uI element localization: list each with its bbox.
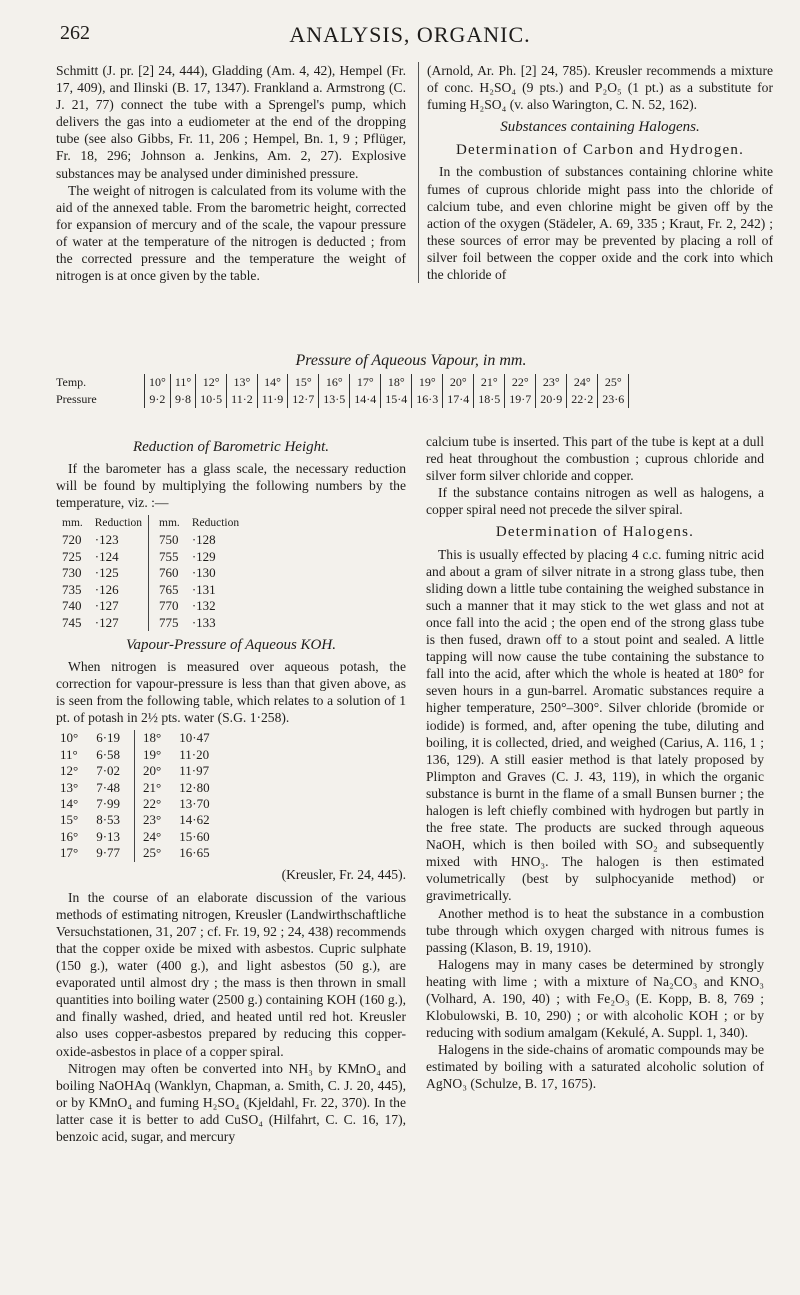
paragraph: The weight of nitrogen is calculated from its volume with the aid of the annexed table. From the barometric height, corrected for expansion of mercury and of the scale, the vapour pressure of water at the temperature of the nitrogen is deducted ; from the corrected pressure and the temperature the weight of nitrogen is at once given by the table. (56, 182, 406, 284)
pressure-cell: 22·2 (567, 391, 598, 408)
table-cell: ·132 (191, 598, 216, 614)
page-header (60, 22, 760, 56)
paragraph: calcium tube is inserted. This part of the tube is kept at a dull red heat throughout the combustion ; cuprous chloride and silver form silver chloride and copper. (426, 434, 764, 484)
table-cell: ·130 (191, 565, 216, 581)
reduction-table (56, 515, 245, 631)
table-cell: ·125 (94, 565, 119, 581)
paragraph: Nitrogen may often be converted into NH₃ by KMnO₄ and boiling NaOHAq (Wanklyn, Chapman, a. Smith, C. J. 20, 445), or by KMnO₄ and fuming H₂SO₄ (Kjeldahl, Fr. 22, 370). In the latter case it is better to add CuSO₄ (Hilfahrt, C. C. 16, 17), benzoic acid, sugar, and mercury (56, 1060, 406, 1145)
pressure-cell: 19·7 (505, 391, 536, 408)
table-row (56, 598, 245, 614)
table-cell: ·133 (191, 614, 216, 630)
table-cell: 755 (159, 548, 179, 564)
column-header: mm. (159, 517, 180, 530)
paragraph: This is usually effected by placing 4 c.c. fuming nitric acid and about a gram of silver nitrate in a strong glass tube, then sliding down a little tube containing the weighed substance in such a manner that it may stick to the wet glass and not at once fall into the acid ; the open end of the strong glass tube is then fused, drawn off to a stout point and sealed. A little tapping will now cause the tube containing the substance to fall into the acid, after which the whole is heated at 180° for seven hours in a gun-barrel. Aromatic substances require a higher temperature, 250°–300°. Silver chloride (bromide or iodide) is formed, and, after opening the tube, diluting and boiling, it is collected, dried, and weighed (Carius, A. 116, 1 ; 136, 129). A still easier method is that lately proposed by Plimpton and Graves (C. J. 43, 119), in which the organic substance is burnt in the flame of a small Bunsen burner ; the halogen is left chiefly combined with hydrogen but partly in the free state. The products are sucked through aqueous NaOH, which is then boiled with SO₂ and subsequently mixed with HNO₃. The halogen is then estimated volumetrically (best by sulphocyanide method) or gravimetrically. (426, 546, 764, 904)
table-cell: ·127 (94, 598, 119, 614)
table-row (56, 812, 224, 828)
pressure-cell: 10·5 (196, 391, 227, 408)
left-column-bottom (56, 433, 406, 1145)
table-cell: 14·62 (179, 812, 210, 828)
table-cell: ·128 (191, 532, 216, 548)
pressure-cell: 9·2 (145, 391, 171, 408)
table-cell: 18° (143, 730, 162, 746)
table-cell: 15·60 (179, 828, 210, 844)
pressure-cell: 17·4 (443, 391, 474, 408)
temp-cell: 19° (412, 374, 443, 391)
page-number: 262 (60, 22, 90, 44)
table-cell: 19° (143, 746, 162, 762)
table-cell: 10·47 (179, 730, 210, 746)
table-cell: 760 (159, 565, 179, 581)
table-cell: 12° (60, 763, 79, 779)
table-cell: 15° (60, 812, 79, 828)
table-cell: 720 (62, 532, 82, 548)
pressure-cell: 16·3 (412, 391, 443, 408)
temp-cell: 21° (474, 374, 505, 391)
subsection-heading: Determination of Carbon and Hydrogen. (455, 142, 745, 159)
table-cell: 770 (159, 598, 179, 614)
pressure-cell: 18·5 (474, 391, 505, 408)
paragraph: In the combustion of substances containing chlorine white fumes of cuprous chloride might pass into the chloride of calcium tube, and even chlorine might be given off by the action of the oxygen (Städeler, A. 69, 335 ; Kraut, Fr. 2, 242) ; these sources of error may be prevented by placing a roll of silver foil between the copper oxide and the cork into which the chloride of (427, 164, 773, 283)
temp-cell: 11° (170, 374, 195, 391)
table-cell: 11·20 (179, 746, 210, 762)
subsection-heading: Determination of Halogens. (495, 524, 695, 541)
citation: (Kreusler, Fr. 24, 445). (281, 866, 406, 882)
temp-cell: 13° (227, 374, 258, 391)
temp-cell: 17° (350, 374, 381, 391)
table-cell: 25° (143, 845, 162, 861)
pressure-cell: 12·7 (288, 391, 319, 408)
paragraph: When nitrogen is measured over aqueous potash, the correction for vapour-pressure is less than that given above, as is seen from the following table, which relates to a solution of 1 pt. of potash in 2½ pts. water (S.G. 1·258). (56, 659, 406, 726)
table-cell: 730 (62, 565, 82, 581)
right-column-top (418, 62, 773, 283)
table-row (56, 763, 224, 779)
table-cell: 12·80 (179, 779, 210, 795)
temp-cell: 10° (145, 374, 171, 391)
table-cell: 745 (62, 614, 82, 630)
table-cell: 11·97 (179, 763, 210, 779)
column-header: Reduction (94, 517, 143, 530)
right-column-bottom (426, 433, 764, 1093)
table-cell: 9·77 (96, 845, 121, 861)
table-cell: 735 (62, 581, 82, 597)
temp-cell: 16° (319, 374, 350, 391)
vapour-pressure-table (56, 374, 766, 408)
left-column-top (56, 62, 406, 284)
vapour-table-title: Pressure of Aqueous Vapour, in mm. (295, 352, 527, 369)
paragraph: Schmitt (J. pr. [2] 24, 444), Gladding (Am. 4, 42), Hempel (Fr. 17, 409), and Ilinski (B. 17, 1347). Frankland a. Armstrong (C. J. 21, 77) connect the tube with a Sprengel's pump, which delivers the gas into a eudiometer at the end of the dropping tube (see also Gibbs, Fr. 11, 206 ; Hempel, Bn. 1, 9 ; Pflüger, Fr. 18, 296; Johnson a. Jenkins, Am. 2, 27). Explosive substances may be analysed under diminished pressure. (56, 63, 406, 181)
table-cell: 6·19 (96, 730, 121, 746)
paragraph: If the barometer has a glass scale, the necessary reduction will be found by multiplying the following numbers by the temperature, viz. :— (56, 461, 406, 511)
table-row (56, 549, 245, 565)
table-cell: 24° (143, 828, 162, 844)
temp-cell: 22° (505, 374, 536, 391)
paragraph: (Arnold, Ar. Ph. [2] 24, 785). Kreusler recommends a mixture of conc. H₂SO₄ (9 pts.) and P₂O₅ (1 pt.) as a substitute for fuming H₂SO₄ (v. also Warington, C. N. 52, 162). (427, 63, 773, 113)
pressure-cell: 14·4 (350, 391, 381, 408)
table-cell: 765 (159, 581, 179, 597)
temp-cell: 14° (257, 374, 288, 391)
table-cell: ·123 (94, 532, 119, 548)
temp-cell: 25° (598, 374, 629, 391)
pressure-cell: 20·9 (536, 391, 567, 408)
table-cell: 6·58 (96, 746, 121, 762)
table-cell: 740 (62, 598, 82, 614)
table-cell: 7·02 (96, 763, 121, 779)
table-cell: 20° (143, 763, 162, 779)
pressure-cell: 23·6 (598, 391, 629, 408)
table-cell: 10° (60, 730, 79, 746)
table-row (56, 582, 245, 598)
table-cell: 17° (60, 845, 79, 861)
column-header: Reduction (191, 517, 240, 530)
paragraph: Halogens may in many cases be determined by strongly heating with lime ; with a mixture of Na₂CO₃ and KNO₃ (Volhard, A. 190, 40) ; with Fe₂O₃ (E. Kopp, B. 8, 769 ; Klobulowski, B. 10, 290) ; or with alcoholic KOH ; or by reducing with sodium amalgam (Kekulé, A. Suppl. 1, 340). (426, 956, 764, 1041)
table-row (56, 565, 245, 581)
table-cell: 23° (143, 812, 162, 828)
table-cell: 14° (60, 796, 79, 811)
koh-table (56, 730, 224, 861)
paragraph: Halogens in the side-chains of aromatic compounds may be estimated by boiling with a saturated alcoholic solution of AgNO₃ (Schulze, B. 17, 1675). (426, 1042, 764, 1092)
table-row (56, 796, 224, 812)
paragraph: If the substance contains nitrogen as well as halogens, a copper spiral need not precede the silver spiral. (426, 485, 764, 518)
table-cell: 8·53 (96, 812, 121, 828)
table-cell: 750 (159, 532, 179, 548)
temp-cell: 20° (443, 374, 474, 391)
pressure-cell: 11·2 (227, 391, 258, 408)
table-cell: ·131 (191, 581, 216, 597)
table-cell: 725 (62, 548, 82, 564)
table-cell: 9·13 (96, 828, 121, 844)
table-cell: 7·48 (96, 779, 121, 795)
pressure-cell: 13·5 (319, 391, 350, 408)
table-cell: ·124 (94, 548, 119, 564)
pressure-cell: 15·4 (381, 391, 412, 408)
table-cell: 16·65 (179, 845, 210, 861)
table-row (56, 845, 224, 861)
temp-cell: 24° (567, 374, 598, 391)
table-cell: 775 (159, 614, 179, 630)
table-cell: 13° (60, 779, 79, 795)
table-row (56, 780, 224, 796)
section-heading: Substances containing Halogens. (500, 119, 700, 136)
column-header: mm. (62, 517, 83, 530)
running-title: ANALYSIS, ORGANIC. (289, 22, 531, 47)
table-cell: 7·99 (96, 796, 121, 811)
table-row (56, 747, 224, 763)
temp-cell: 12° (196, 374, 227, 391)
temp-cell: 23° (536, 374, 567, 391)
table-cell: 16° (60, 828, 79, 844)
table-cell: ·129 (191, 548, 216, 564)
table-cell: ·127 (94, 614, 119, 630)
table-row (56, 615, 245, 631)
paragraph: In the course of an elaborate discussion of the various methods of estimating nitrogen, Kreusler (Landwirthschaftliche Versuchstationen, 31, 207 ; cf. Fr. 19, 92 ; 24, 438) recommends that the copper oxide be mixed with asbestos. Cupric sulphate (150 g.), water (400 g.), and light asbestos (50 g.), are evaporated until almost dry ; the mass is then thrown in small quantities into boiling water (2500 g.) containing KOH (160 g.), and finally washed, dried, and heated until red hot. Kreusler also uses copper-asbestos prepared by reducing this copper-oxide-asbestos in place of a copper spiral. (56, 889, 406, 1059)
temp-cell: 15° (288, 374, 319, 391)
pressure-cell: 11·9 (257, 391, 288, 408)
pressure-cell: 9·8 (170, 391, 195, 408)
temp-cell: 18° (381, 374, 412, 391)
section-heading: Reduction of Barometric Height. (132, 439, 330, 455)
table-row (56, 532, 245, 548)
row-label: Pressure (56, 392, 97, 406)
section-heading: Vapour-Pressure of Aqueous KOH. (126, 636, 336, 653)
table-row (56, 829, 224, 845)
table-cell: 11° (60, 746, 78, 762)
table-cell: 13·70 (179, 796, 210, 811)
paragraph: Another method is to heat the substance in a combustion tube through which oxygen charged with nitrous fumes is passing (Klason, B. 19, 1910). (426, 905, 764, 955)
row-label: Temp. (56, 375, 87, 389)
table-cell: 21° (143, 779, 162, 795)
table-row (56, 730, 224, 746)
table-cell: 22° (143, 796, 162, 811)
table-cell: ·126 (94, 581, 119, 597)
